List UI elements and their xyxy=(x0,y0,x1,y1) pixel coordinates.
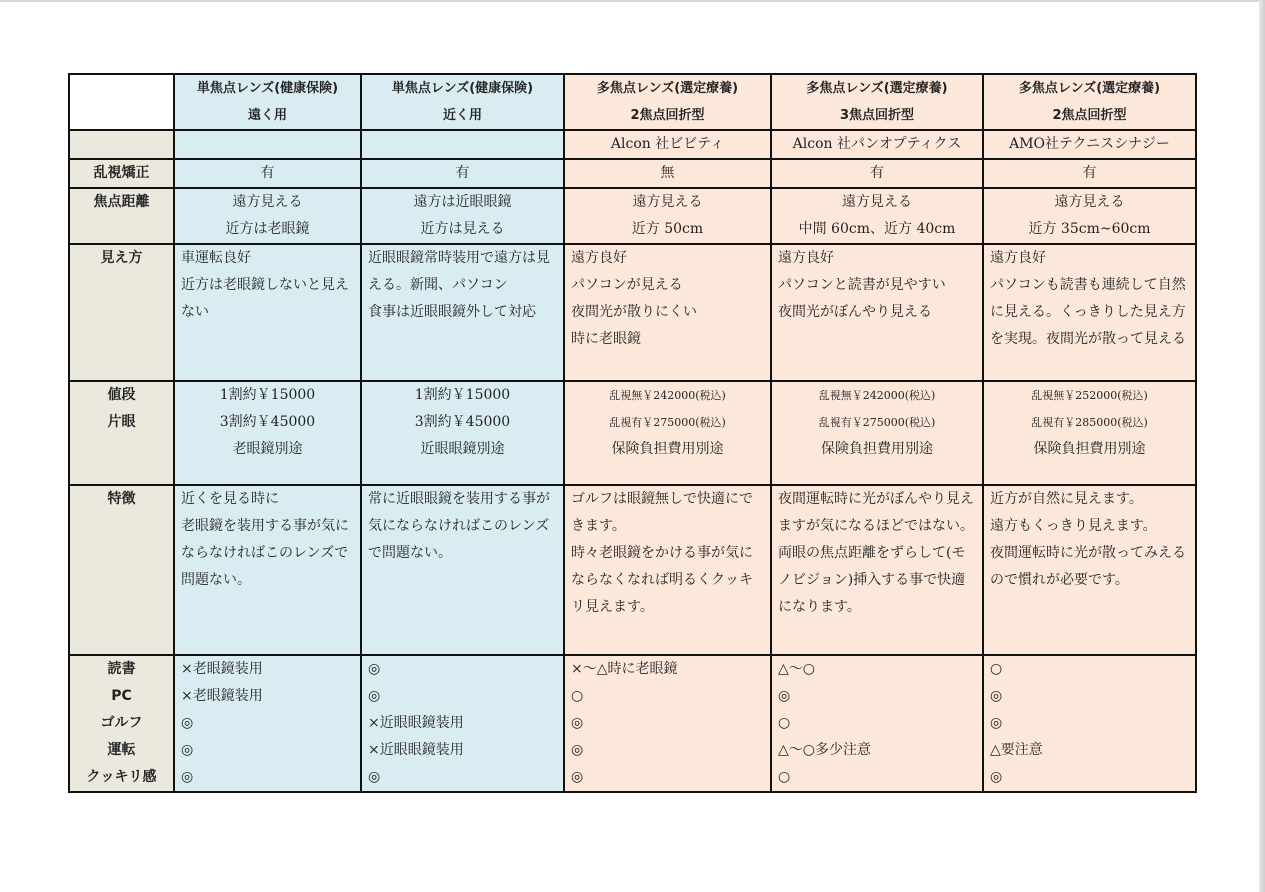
features-text: 近方が自然に見えます。 遠方もくっきり見えます。 夜間運転時に光が散ってみえるので慣れが必要です。 xyxy=(990,491,1186,588)
col-header-line-2: 2焦点回折型 xyxy=(1052,108,1127,123)
rating-value: ×近眼眼鏡装用 xyxy=(368,742,464,758)
rating-value: ◎ xyxy=(990,715,1003,731)
price-line: 乱視有￥275000(税込) xyxy=(818,416,936,429)
price-line: 1割約￥15000 xyxy=(219,387,316,403)
header-row xyxy=(69,74,1196,130)
rating-cell xyxy=(174,655,361,792)
astigmatism-cell: 有 xyxy=(174,159,361,188)
price-line: 乱視有￥275000(税込) xyxy=(609,416,726,429)
rating-label-driving: 運転 xyxy=(107,742,136,758)
features-text: 常に近眼眼鏡を装用する事が気にならなければこのレンズで問題ない。 xyxy=(368,491,550,561)
page-right-edge xyxy=(1259,0,1265,892)
row-label-vision: 見え方 xyxy=(69,244,174,381)
price-note: 近眼眼鏡別途 xyxy=(420,441,505,457)
price-cell xyxy=(361,381,564,485)
rating-cell xyxy=(564,655,771,792)
focus-cell xyxy=(361,188,564,244)
rating-label-clarity: クッキリ感 xyxy=(86,769,157,785)
focus-cell xyxy=(174,188,361,244)
vision-cell xyxy=(983,244,1196,381)
col-header-line-1: 単焦点レンズ(健康保険) xyxy=(196,81,339,96)
col-header-line-2: 3焦点回折型 xyxy=(839,108,915,123)
astigmatism-cell: 有 xyxy=(771,159,983,188)
rating-value: ○ xyxy=(778,715,791,731)
vision-cell xyxy=(174,244,361,381)
price-row xyxy=(69,381,1196,485)
focus-line: 遠方は近眼眼鏡 xyxy=(413,194,512,210)
features-cell xyxy=(174,485,361,655)
features-cell xyxy=(771,485,983,655)
vision-text: 車運転良好 近方は老眼鏡しないと見えない xyxy=(181,250,349,320)
rating-cell xyxy=(361,655,564,792)
rating-value: △〜○多少注意 xyxy=(778,742,871,758)
rating-value: △要注意 xyxy=(990,742,1043,758)
col-header-line-1: 多焦点レンズ(選定療養) xyxy=(1018,81,1161,96)
astigmatism-row xyxy=(69,159,1196,188)
rating-value: ◎ xyxy=(368,769,381,785)
price-line: 1割約￥15000 xyxy=(414,387,511,403)
vision-cell xyxy=(361,244,564,381)
focus-line: 遠方見える xyxy=(632,194,703,210)
rating-labels-cell xyxy=(69,655,174,792)
focus-cell xyxy=(983,188,1196,244)
page-top-edge xyxy=(0,0,1265,2)
row-label-focus: 焦点距離 xyxy=(69,188,174,244)
rating-value: ◎ xyxy=(368,661,381,677)
col-header-line-2: 近く用 xyxy=(442,108,482,123)
focus-line: 近方 35cm~60cm xyxy=(1028,221,1151,237)
rating-label-pc: PC xyxy=(111,688,132,704)
price-cell xyxy=(174,381,361,485)
vision-cell xyxy=(771,244,983,381)
vision-text: 遠方良好 パソコンと読書が見やすい 夜間光がぼんやり見える xyxy=(778,250,946,320)
rating-value: ◎ xyxy=(990,688,1003,704)
rating-value: ◎ xyxy=(990,769,1003,785)
focus-line: 遠方見える xyxy=(842,194,912,210)
focus-line: 近方 50cm xyxy=(631,221,704,237)
price-line: 乱視無￥242000(税込) xyxy=(609,389,726,402)
col-header-synergy xyxy=(983,74,1196,130)
price-line: 3割約￥45000 xyxy=(219,414,316,430)
features-text: 夜間運転時に光がぼんやり見えますが気になるほどではない。 両眼の焦点距離をずらして(モノビジョン)挿入する事で快適になります。 xyxy=(778,491,974,615)
price-note: 保険負担費用別途 xyxy=(611,441,724,457)
row-label-features: 特徴 xyxy=(69,485,174,655)
rating-label-reading: 読書 xyxy=(107,661,136,677)
rating-value: ×老眼鏡装用 xyxy=(181,688,263,704)
row-label-price xyxy=(69,381,174,485)
focus-cell xyxy=(771,188,983,244)
maker-row xyxy=(69,130,1196,159)
features-text: 近くを見る時に 老眼鏡を装用する事が気にならなければこのレンズで問題ない。 xyxy=(181,491,349,588)
price-cell xyxy=(983,381,1196,485)
rating-cell xyxy=(983,655,1196,792)
price-line: 乱視無￥252000(税込) xyxy=(1031,389,1148,402)
maker-cell: Alcon 社パンオプティクス xyxy=(771,130,983,159)
features-cell xyxy=(564,485,771,655)
rating-cell xyxy=(771,655,983,792)
rating-value: △〜○ xyxy=(778,661,815,677)
focus-line: 遠方見える xyxy=(1054,194,1125,210)
vision-row xyxy=(69,244,1196,381)
price-note: 保険負担費用別途 xyxy=(1033,441,1146,457)
rating-value: ○ xyxy=(778,769,791,785)
lens-comparison-table xyxy=(68,73,1197,793)
features-row xyxy=(69,485,1196,655)
col-header-line-1: 多焦点レンズ(選定療養) xyxy=(806,81,948,96)
price-note: 保険負担費用別途 xyxy=(821,441,933,457)
astigmatism-cell: 有 xyxy=(361,159,564,188)
col-header-line-2: 遠く用 xyxy=(247,108,287,123)
maker-label-cell xyxy=(69,130,174,159)
focus-line: 近方は老眼鏡 xyxy=(225,221,310,237)
price-line: 3割約￥45000 xyxy=(414,414,511,430)
maker-cell xyxy=(361,130,564,159)
price-cell xyxy=(771,381,983,485)
rating-value: ◎ xyxy=(571,769,584,785)
vision-text: 遠方良好 パソコンが見える 夜間光が散りにくい 時に老眼鏡 xyxy=(571,250,697,347)
vision-text: 近眼眼鏡常時装用で遠方は見える。新聞、パソコン 食事は近眼眼鏡外して対応 xyxy=(368,250,550,320)
col-header-panoptix xyxy=(771,74,983,130)
rating-value: ○ xyxy=(571,688,584,704)
rating-value: ◎ xyxy=(571,715,584,731)
rating-value: ◎ xyxy=(181,769,194,785)
col-header-single-far xyxy=(174,74,361,130)
row-label-astigmatism: 乱視矯正 xyxy=(69,159,174,188)
col-header-single-near xyxy=(361,74,564,130)
price-label-line-2: 片眼 xyxy=(107,414,136,430)
rating-value: ◎ xyxy=(181,742,194,758)
price-line: 乱視無￥242000(税込) xyxy=(818,389,936,402)
focus-line: 中間 60cm、近方 40cm xyxy=(798,221,956,237)
features-text: ゴルフは眼鏡無しで快適にできます。 時々老眼鏡をかける事が気にならなくなれば明るくクッキリ見えます。 xyxy=(571,491,753,615)
rating-value: ◎ xyxy=(778,688,791,704)
features-cell xyxy=(361,485,564,655)
rating-value: ○ xyxy=(990,661,1003,677)
price-line: 乱視有￥285000(税込) xyxy=(1031,416,1148,429)
col-header-vivity xyxy=(564,74,771,130)
focus-row xyxy=(69,188,1196,244)
rating-value: ×老眼鏡装用 xyxy=(181,661,263,677)
rating-value: ×〜△時に老眼鏡 xyxy=(571,661,678,677)
features-cell xyxy=(983,485,1196,655)
col-header-line-1: 多焦点レンズ(選定療養) xyxy=(596,81,739,96)
corner-cell xyxy=(69,74,174,130)
col-header-line-1: 単焦点レンズ(健康保険) xyxy=(391,81,534,96)
rating-value: ◎ xyxy=(571,742,584,758)
rating-value: ×近眼眼鏡装用 xyxy=(368,715,464,731)
col-header-line-2: 2焦点回折型 xyxy=(630,108,705,123)
maker-cell xyxy=(174,130,361,159)
maker-cell: Alcon 社ビビティ xyxy=(564,130,771,159)
rating-value: ◎ xyxy=(181,715,194,731)
maker-cell: AMO社テクニスシナジー xyxy=(983,130,1196,159)
astigmatism-cell: 有 xyxy=(983,159,1196,188)
rating-label-golf: ゴルフ xyxy=(100,715,143,731)
vision-text: 遠方良好 パソコンも読書も連続して自然に見える。くっきりした見え方を実現。夜間光が散って見える xyxy=(990,250,1186,347)
vision-cell xyxy=(564,244,771,381)
ratings-row xyxy=(69,655,1196,792)
focus-line: 近方は見える xyxy=(420,221,505,237)
rating-value: ◎ xyxy=(368,688,381,704)
price-cell xyxy=(564,381,771,485)
astigmatism-cell: 無 xyxy=(564,159,771,188)
price-note: 老眼鏡別途 xyxy=(232,441,303,457)
focus-line: 遠方見える xyxy=(232,194,303,210)
price-label-line-1: 値段 xyxy=(107,387,136,403)
focus-cell xyxy=(564,188,771,244)
